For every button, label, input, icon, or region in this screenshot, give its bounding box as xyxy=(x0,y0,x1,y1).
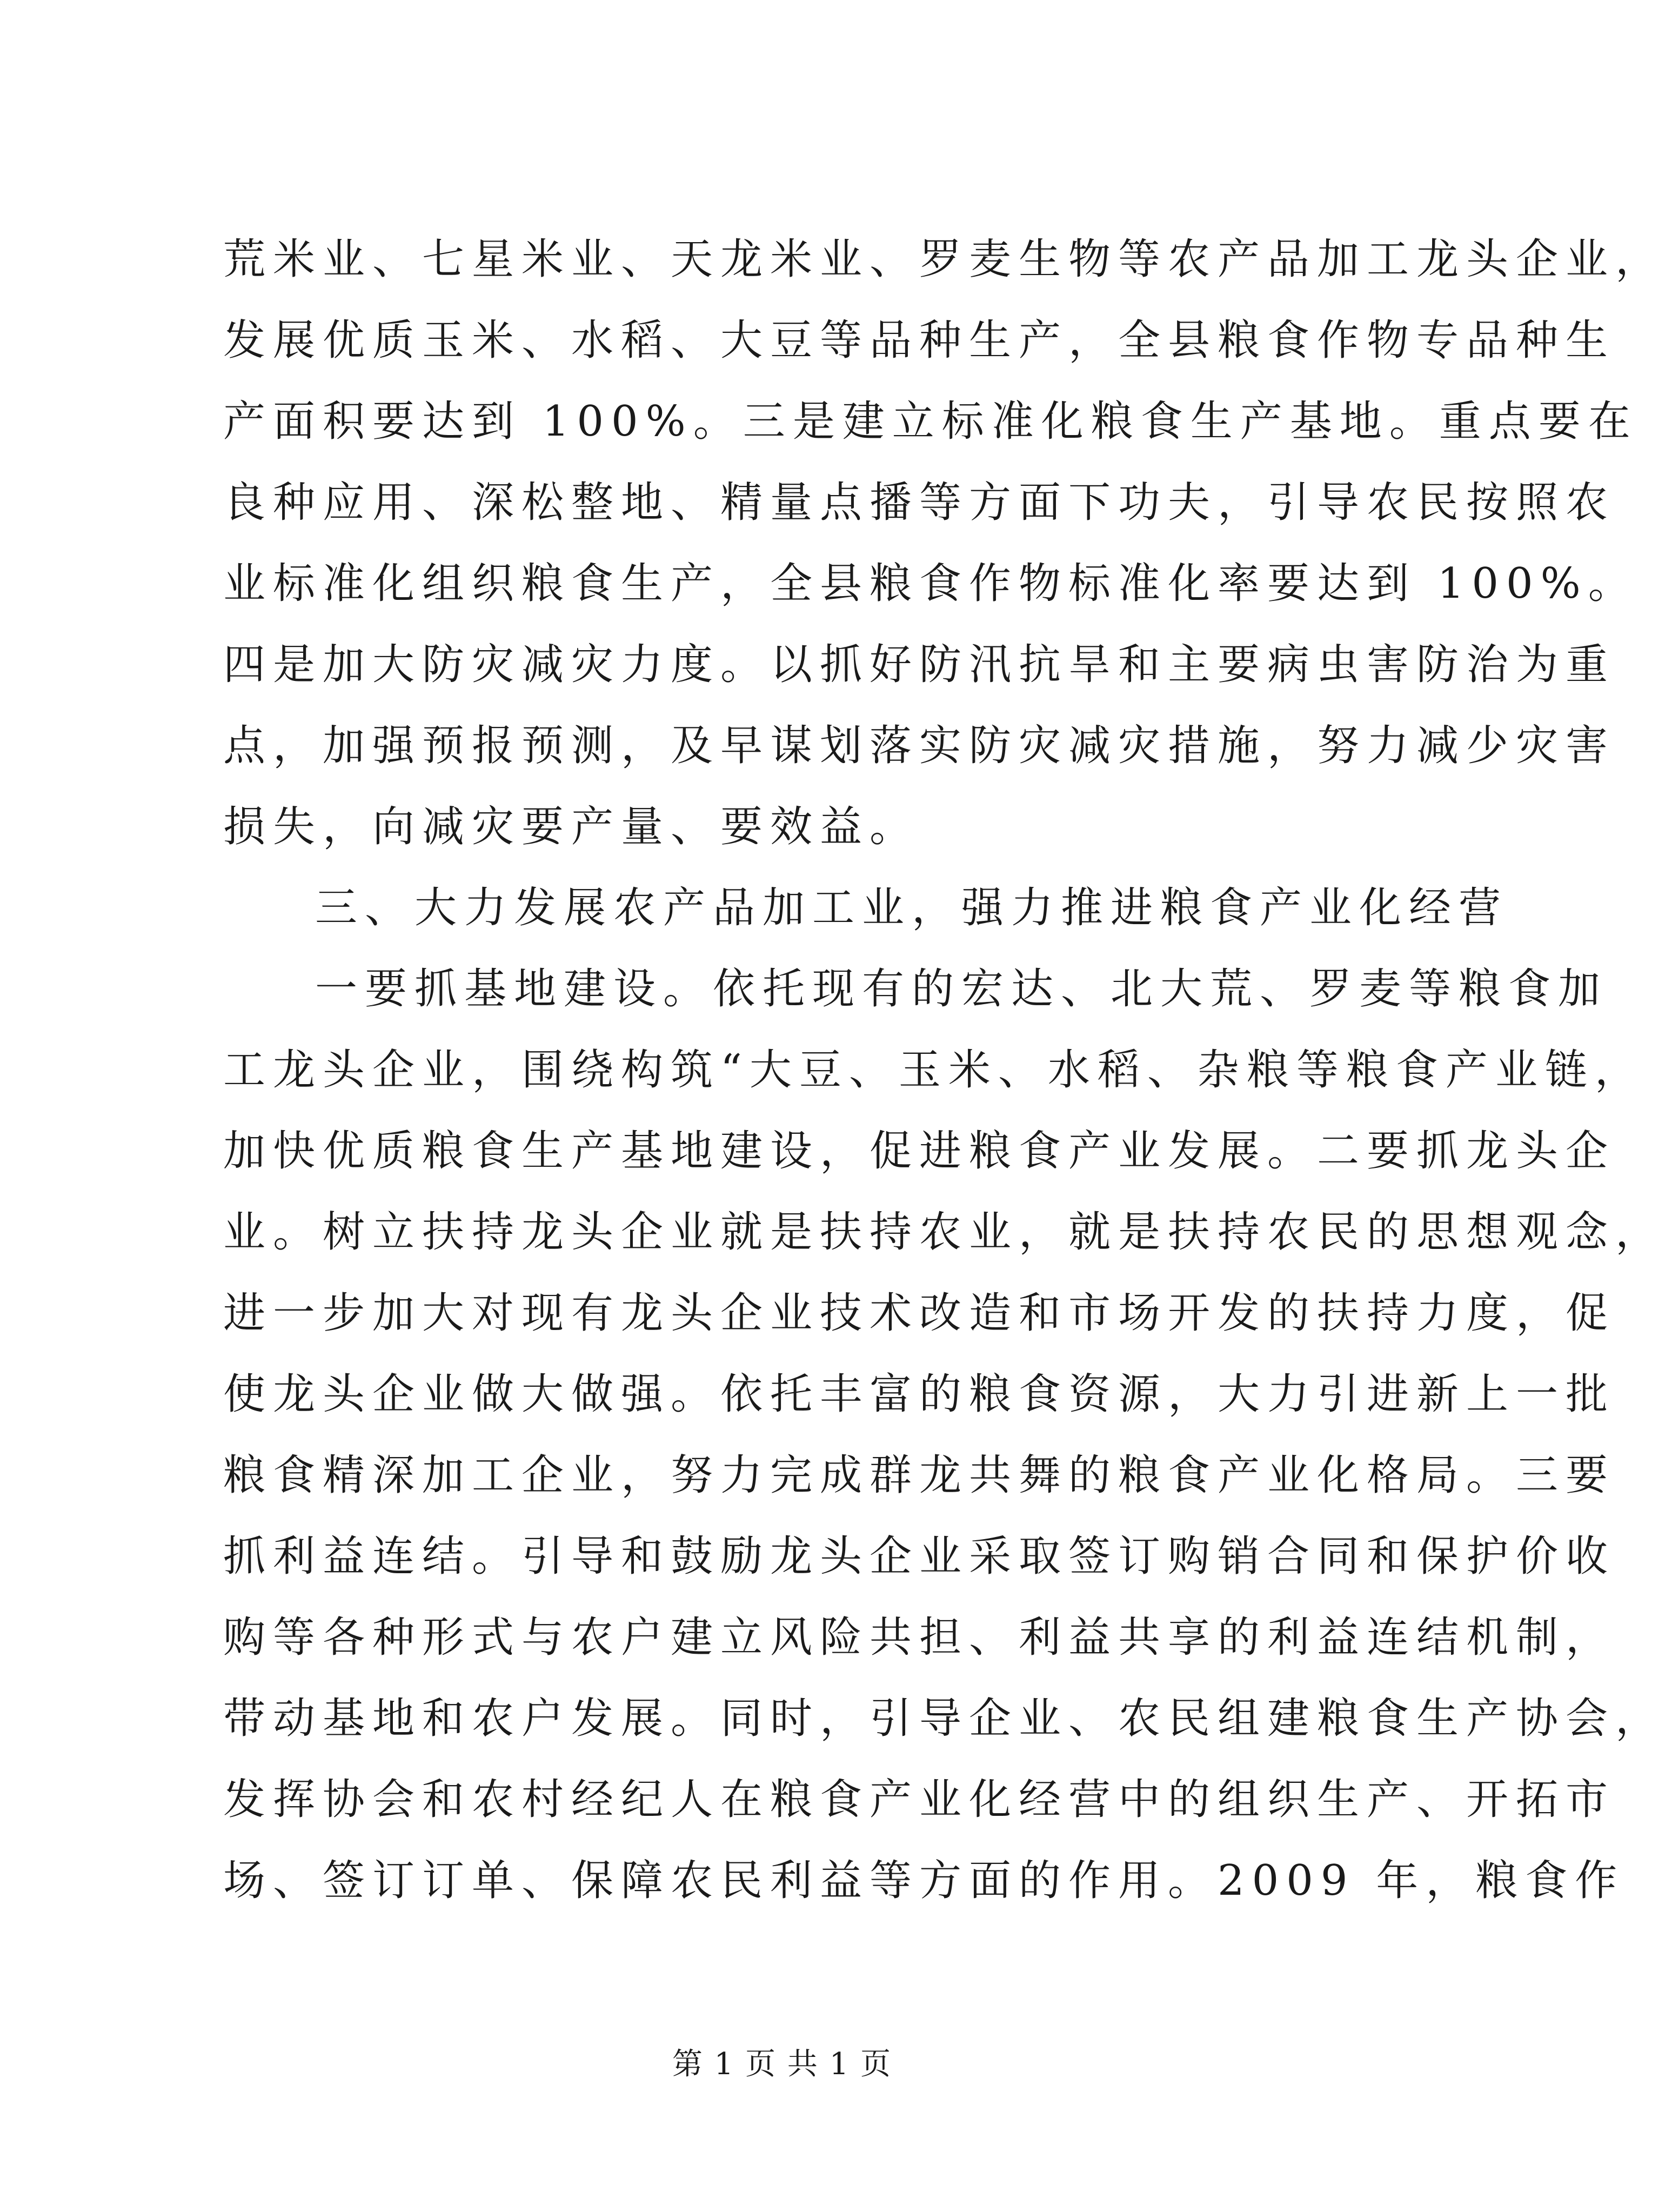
text-line: 抓利益连结。引导和鼓励龙头企业采取签订购销合同和保护价收 xyxy=(223,1532,1616,1581)
text-line: 产面积要达到 100%。三是建立标准化粮食生产基地。重点要在 xyxy=(223,397,1638,446)
text-line: 进一步加大对现有龙头企业技术改造和市场开发的扶持力度，促 xyxy=(223,1289,1616,1338)
text-line: 点，加强预报预测，及早谋划落实防灾减灾措施，努力减少灾害 xyxy=(223,721,1616,770)
page-number-footer: 第 1 页 共 1 页 xyxy=(672,2047,892,2082)
text-line: 带动基地和农户发展。同时，引导企业、农民组建粮食生产协会， xyxy=(223,1694,1665,1743)
text-line: 荒米业、七星米业、天龙米业、罗麦生物等农产品加工龙头企业， xyxy=(223,235,1665,284)
text-line: 购等各种形式与农户建立风险共担、利益共享的利益连结机制， xyxy=(223,1613,1616,1662)
text-line: 工龙头企业，围绕构筑“大豆、玉米、水稻、杂粮等粮食产业链， xyxy=(223,1046,1644,1094)
text-line: 粮食精深加工企业，努力完成群龙共舞的粮食产业化格局。三要 xyxy=(223,1451,1616,1500)
text-line: 场、签订订单、保障农民利益等方面的作用。2009 年，粮食作 xyxy=(223,1856,1625,1905)
text-line: 四是加大防灾减灾力度。以抓好防汛抗旱和主要病虫害防治为重 xyxy=(223,640,1616,689)
text-line: 一要抓基地建设。依托现有的宏达、北大荒、罗麦等粮食加 xyxy=(315,965,1608,1013)
text-line: 发展优质玉米、水稻、大豆等品种生产，全县粮食作物专品种生 xyxy=(223,316,1616,365)
text-line: 加快优质粮食生产基地建设，促进粮食产业发展。二要抓龙头企 xyxy=(223,1127,1616,1175)
text-line: 发挥协会和农村经纪人在粮食产业化经营中的组织生产、开拓市 xyxy=(223,1775,1616,1824)
text-line: 业标准化组织粮食生产，全县粮食作物标准化率要达到 100%。 xyxy=(223,559,1638,608)
text-line: 良种应用、深松整地、精量点播等方面下功夫，引导农民按照农 xyxy=(223,478,1616,527)
text-line: 使龙头企业做大做强。依托丰富的粮食资源，大力引进新上一批 xyxy=(223,1370,1616,1419)
body-text xyxy=(223,219,1665,1921)
text-line: 损失，向减灾要产量、要效益。 xyxy=(223,803,920,851)
text-line: 业。树立扶持龙头企业就是扶持农业，就是扶持农民的思想观念， xyxy=(223,1208,1665,1257)
section-heading: 三、大力发展农产品加工业，强力推进粮食产业化经营 xyxy=(315,884,1509,932)
